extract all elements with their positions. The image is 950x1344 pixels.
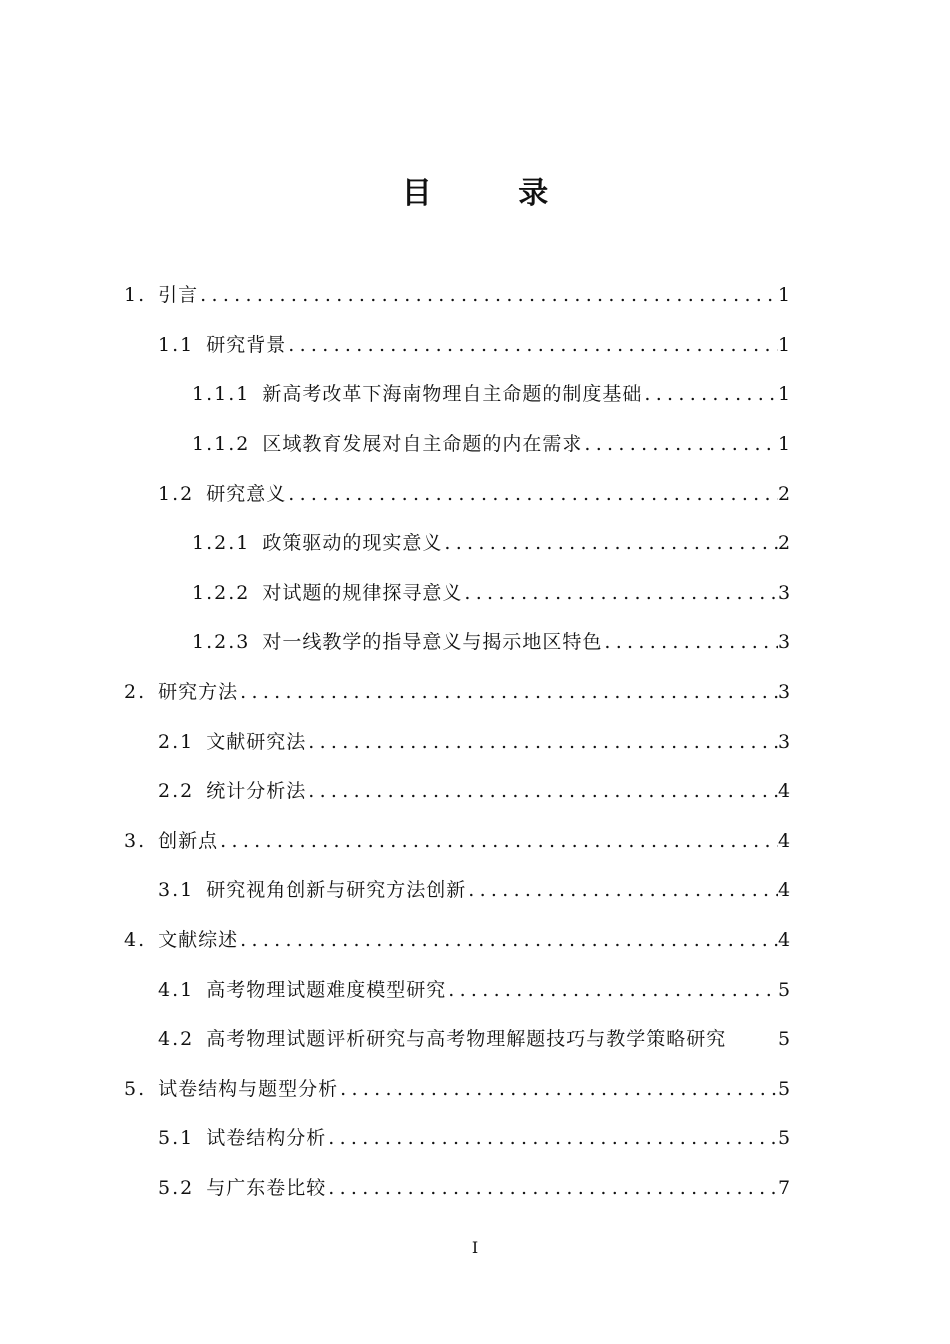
- toc-entry[interactable]: [0, 965, 950, 1015]
- toc-entry-title: 研究视角创新与研究方法创新: [206, 879, 467, 902]
- toc-entry-title: 研究意义: [206, 482, 287, 505]
- toc-entry-title: 文献研究法: [206, 730, 307, 753]
- toc-entry-title: 与广东卷比较: [206, 1176, 327, 1199]
- toc-list: [0, 271, 950, 1213]
- toc-entry-page: 5: [778, 978, 791, 1001]
- toc-entry-title: 政策驱动的现实意义: [262, 532, 443, 555]
- toc-leader-dots: [238, 683, 778, 702]
- toc-entry-title: 创新点: [158, 829, 219, 852]
- toc-entry[interactable]: [0, 321, 950, 371]
- toc-entry-number: 1.2.1: [192, 532, 251, 555]
- toc-leader-dots: [306, 782, 778, 801]
- toc-entry-number: 5.2: [158, 1176, 195, 1199]
- toc-leader-dots: [306, 733, 778, 752]
- toc-entry-number: 4.1: [158, 978, 195, 1001]
- toc-entry-page: 4: [778, 929, 791, 952]
- toc-entry[interactable]: [0, 1015, 950, 1065]
- toc-entry[interactable]: [0, 1164, 950, 1214]
- toc-entry-number: 5.1: [158, 1127, 195, 1150]
- toc-leader-dots: [582, 435, 778, 454]
- toc-entry[interactable]: [0, 767, 950, 817]
- toc-entry-title: 引言: [158, 284, 199, 307]
- toc-entry-page: 1: [778, 433, 791, 456]
- toc-entry[interactable]: [0, 668, 950, 718]
- toc-entry[interactable]: [0, 519, 950, 569]
- toc-entry[interactable]: [0, 370, 950, 420]
- toc-entry[interactable]: [0, 618, 950, 668]
- toc-entry-number: 2.2: [158, 780, 195, 803]
- toc-entry-title: 区域教育发展对自主命题的内在需求: [262, 433, 583, 456]
- toc-entry-number: 2.: [124, 681, 147, 704]
- toc-entry-title: 研究方法: [158, 681, 239, 704]
- toc-leader-dots: [602, 633, 778, 652]
- toc-entry-title: 试卷结构与题型分析: [158, 1077, 339, 1100]
- toc-entry[interactable]: [0, 916, 950, 966]
- toc-entry-number: 1.1: [158, 333, 195, 356]
- toc-entry[interactable]: [0, 1065, 950, 1115]
- toc-entry-number: 1.2.3: [192, 631, 251, 654]
- toc-entry[interactable]: [0, 817, 950, 867]
- toc-entry-title: 试卷结构分析: [206, 1127, 327, 1150]
- toc-entry[interactable]: [0, 420, 950, 470]
- toc-leader-dots: [218, 832, 778, 851]
- toc-entry-title: 对试题的规律探寻意义: [262, 581, 463, 604]
- toc-entry-number: 3.1: [158, 879, 195, 902]
- toc-leader-dots: [338, 1080, 778, 1099]
- toc-entry-number: 4.: [124, 929, 147, 952]
- toc-entry[interactable]: [0, 569, 950, 619]
- toc-entry-number: 1.2.2: [192, 581, 251, 604]
- toc-entry-number: 1.: [124, 284, 147, 307]
- toc-entry-number: 1.1.2: [192, 433, 251, 456]
- toc-leader-dots: [286, 485, 778, 504]
- toc-entry-page: 3: [778, 681, 791, 704]
- toc-entry[interactable]: [0, 469, 950, 519]
- toc-entry-title: 研究背景: [206, 333, 287, 356]
- toc-entry-page: 2: [778, 482, 791, 505]
- toc-entry[interactable]: [0, 271, 950, 321]
- toc-entry[interactable]: [0, 717, 950, 767]
- toc-leader-dots: [198, 286, 778, 305]
- toc-entry-number: 4.2: [158, 1028, 195, 1051]
- toc-entry-page: 4: [778, 829, 791, 852]
- toc-entry-title: 统计分析法: [206, 780, 307, 803]
- toc-entry-title: 新高考改革下海南物理自主命题的制度基础: [262, 383, 643, 406]
- toc-entry-number: 5.: [124, 1077, 147, 1100]
- toc-entry-number: 3.: [124, 829, 147, 852]
- toc-entry-page: 4: [778, 879, 791, 902]
- toc-entry-page: 3: [778, 631, 791, 654]
- toc-entry-page: 4: [778, 780, 791, 803]
- footer-page-number: I: [471, 1238, 479, 1257]
- toc-entry-title: 文献综述: [158, 929, 239, 952]
- toc-entry-number: 2.1: [158, 730, 195, 753]
- toc-entry-page: 5: [778, 1028, 791, 1051]
- toc-leader-dots: [466, 881, 778, 900]
- toc-entry-page: 1: [778, 284, 791, 307]
- toc-entry-number: 1.2: [158, 482, 195, 505]
- toc-entry-page: 1: [778, 333, 791, 356]
- toc-entry-page: 3: [778, 581, 791, 604]
- toc-leader-dots: [462, 584, 778, 603]
- page-title: 目 录: [401, 176, 587, 211]
- toc-entry-title: 高考物理试题难度模型研究: [206, 978, 447, 1001]
- toc-leader-dots: [238, 931, 778, 950]
- toc-entry-title: 高考物理试题评析研究与高考物理解题技巧与教学策略研究: [206, 1028, 727, 1051]
- toc-leader-dots: [442, 534, 778, 553]
- toc-leader-dots: [642, 385, 778, 404]
- toc-entry-page: 5: [778, 1127, 791, 1150]
- toc-leader-dots: [446, 981, 778, 1000]
- toc-entry-number: 1.1.1: [192, 383, 251, 406]
- toc-leader-dots: [286, 336, 778, 355]
- toc-entry[interactable]: [0, 866, 950, 916]
- toc-entry-page: 1: [778, 383, 791, 406]
- toc-entry-page: 2: [778, 532, 791, 555]
- toc-entry-page: 5: [778, 1077, 791, 1100]
- toc-entry-page: 3: [778, 730, 791, 753]
- toc-leader-dots: [326, 1179, 778, 1198]
- toc-entry-page: 7: [778, 1176, 791, 1199]
- toc-leader-dots: [326, 1129, 778, 1148]
- toc-entry-title: 对一线教学的指导意义与揭示地区特色: [262, 631, 603, 654]
- toc-entry[interactable]: [0, 1114, 950, 1164]
